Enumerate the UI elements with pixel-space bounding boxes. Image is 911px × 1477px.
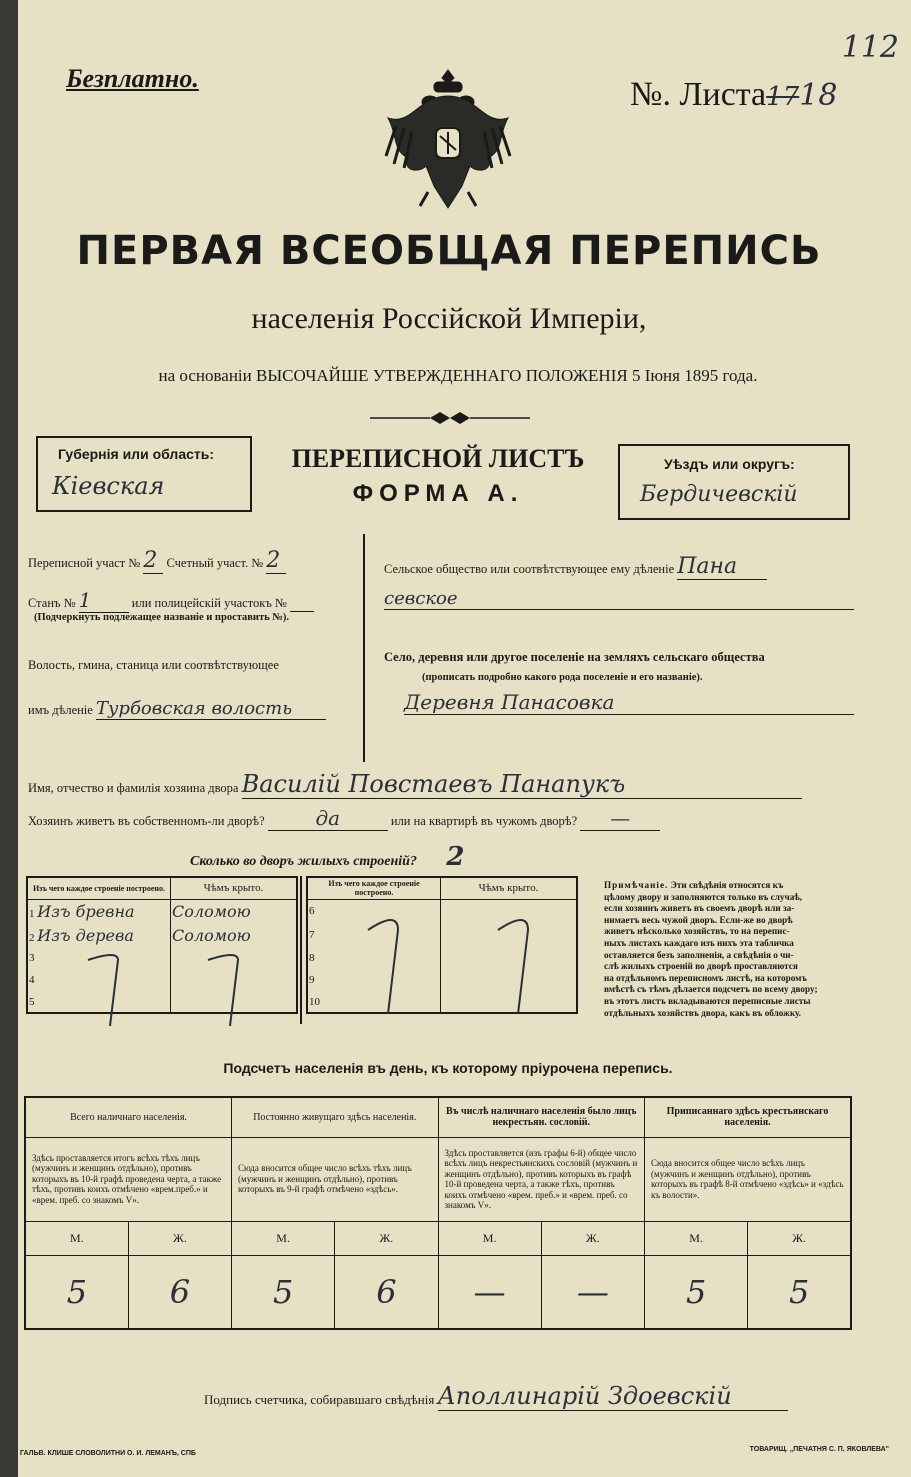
zh-header: Ж. [541,1221,644,1255]
blank-strike-marks-left [58,940,278,1030]
subtitle: населенія Россійской Имперіи, [251,302,647,335]
village-value: Деревня Панасовка [404,690,854,715]
volost-value: Турбовская волость [96,698,326,720]
footnote-line: отдѣльныхъ хозяйствъ двора, какъ въ обложку. [604,1007,801,1018]
row-number: 2 [29,931,35,944]
count-male: 5 [25,1255,128,1329]
m-header: М. [25,1221,128,1255]
signature-row [204,1382,788,1411]
footer-left: ГАЛЬВ. КЛИШЕ СЛОВОЛИТНИ О. И. ЛЕМАНЪ, СПБ [20,1450,196,1457]
own-yard-value: да [268,806,388,831]
summary-col-title: Всего наличнаго населенія. [25,1097,232,1137]
ornament-divider [370,410,530,426]
summary-col-title: Въ числѣ наличнаго населенія было лицъ некрестьян. сословій. [438,1097,645,1137]
society-row [384,554,767,580]
summary-col-desc: Сюда вносится общее число всѣхъ лицъ (мужчинъ и женщинъ отдѣльно), противъ которыхъ въ графѣ 8-й отмѣчено «здѣсь» и «здѣсь къ волости». [645,1137,852,1221]
m-header: М. [645,1221,748,1255]
footnote-line: оставляется безъ заполненія, а свѣдѣнія о чи- [604,949,794,960]
count-female: — [541,1255,644,1329]
row-number: 10 [307,991,441,1013]
main-title: ПЕРВАЯ ВСЕОБЩАЯ ПЕРЕПИСЬ [76,228,822,274]
uezd-label: Уѣздъ или округъ: [664,456,795,472]
footnote-line: цѣлому двору и заполняются только въ случаѣ, [604,891,803,902]
count-female: 6 [335,1255,438,1329]
footnote-line: живетъ нѣсколько хозяйствъ, то на перепис- [604,926,790,937]
volost-label-2: имъ дѣленіе [28,703,93,717]
perepisnoy-row [28,548,286,574]
stan-row [28,588,314,613]
stan-value: 1 [79,588,129,613]
blank-strike-marks-right [348,910,568,1020]
owner-name-row [28,770,802,799]
stan-label: Станъ № [28,596,76,610]
m-header: М. [438,1221,541,1255]
schetny-label: Счетный участ. № [166,556,264,570]
imperial-eagle-emblem [378,66,518,216]
form-title: ПЕРЕПИСНОЙ ЛИСТЪ [291,444,585,473]
row-number: 8 [307,947,441,969]
perepisnoy-label: Переписной участ № [28,556,141,570]
buildings-count-label: Сколько во дворъ жилыхъ строеній? [190,854,417,869]
footer-right: ТОВАРИЩ. „ПЕЧАТНЯ С. П. ЯКОВЛЕВА" [749,1446,889,1453]
zh-header: Ж. [335,1221,438,1255]
row-number: 5 [27,991,171,1013]
police-value-blank [290,596,314,612]
rent-value: — [580,806,660,831]
count-female: 5 [748,1255,851,1329]
zh-header: Ж. [128,1221,231,1255]
guberniya-label: Губернія или область: [58,446,215,462]
footnote-line: если хозяинъ живетъ въ своемъ дворѣ или за- [604,903,795,914]
uezd-value: Бердичевскій [640,482,798,507]
summary-table [24,1096,852,1330]
zh-header: Ж. [748,1221,851,1255]
perepisnoy-value: 2 [143,548,163,574]
signature-label: Подпись счетчика, собиравшаго свѣдѣнія [204,1392,435,1407]
section-divider [363,534,365,762]
building-made: Изъ дерева [37,925,134,945]
footnote-line: слѣ жилыхъ строеній во дворѣ проставляются [604,961,798,972]
row-number: 6 [307,899,441,923]
basis-line: на основаніи ВЫСОЧАЙШЕ УТВЕРЖДЕННАГО ПОЛОЖЕНІЯ 5 Іюня 1895 года. [158,366,758,385]
village-label: Село, деревня или другое поселеніе на земляхъ сельскаго общества [384,650,765,664]
footnote-head: Примѣчаніе. [604,880,669,890]
count-male: 5 [645,1255,748,1329]
owner-residence-row [28,806,660,831]
footnote-line: ныхъ листахъ каждаго изъ нихъ эта табличка [604,937,794,948]
footnote-line: вмѣстѣ съ тѣмъ дѣлается подсчетъ по всему двору; [604,984,818,995]
volost-label: Волость, гмина, станица или соотвѣтствующее [28,658,279,672]
footnote-line: на отдѣльномъ переписномъ листѣ, на которомъ [604,972,807,983]
row-number: 4 [27,969,171,991]
sheet-number-value: 18 [799,78,838,113]
summary-col-title: Постоянно живущаго здѣсь населенія. [232,1097,439,1137]
uezd-box [618,444,850,520]
footnote-line: въ этотъ листъ вкладываются переписные листы [604,995,811,1006]
police-label: или полицейскій участокъ № [131,596,287,610]
footnote [604,880,850,1019]
summary-heading: Подсчетъ населенія въ день, къ которому пріурочена перепись. [223,1060,673,1076]
society-value-2: севское [384,588,854,610]
owner-name-value: Василій Повстаевъ Панапукъ [242,770,802,799]
free-label: Безплатно. [66,64,199,93]
guberniya-box [36,436,252,512]
summary-col-desc: Здѣсь проставляется (изъ графы 6-й) общее число всѣхъ лицъ некрестьянскихъ сословій (мужчинъ и женщинъ отдѣльно), противъ которыхъ въ графѣ 10-й проведена черта, а также тѣхъ, противъ коихъ отмѣчено «врем. преб.» и «врем. преб. со знакомъ V». [438,1137,645,1221]
col-roof-header-2: Чѣмъ крыто. [441,877,578,899]
signature-value: Аполлинарій Здоевскій [438,1382,788,1411]
sheet-number-struck: 17 [766,82,800,112]
col-roof-header: Чѣмъ крыто. [171,877,298,899]
summary-col-desc: Здѣсь проставляется итогъ всѣхъ тѣхъ лицъ (мужчинъ и женщинъ отдѣльно), противъ которыхъ въ 10-й графѣ проведена черта, а также тѣхъ, противъ коихъ отмѣчено «врем.преб.» и «врем. преб. со знакомъ V». [25,1137,232,1221]
row-number: 3 [27,947,171,969]
volost-row [28,698,326,720]
m-header: М. [232,1221,335,1255]
owner-name-label: Имя, отчество и фамилія хозяина двора [28,781,239,795]
sheet-number-label: №. Листа [630,76,767,113]
summary-col-desc: Сюда вносится общее число всѣхъ тѣхъ лицъ (мужчинъ и женщинъ отдѣльно), противъ которыхъ въ 9-й графѣ отмѣчено «здѣсь». [232,1137,439,1221]
count-male: 5 [232,1255,335,1329]
building-roof: Соломою [172,925,251,945]
buildings-count-value: 2 [446,842,465,872]
summary-col-title: Приписаннаго здѣсь крестьянскаго населенія. [645,1097,852,1137]
sheet-number [630,76,837,114]
rent-label: или на квартирѣ въ чужомъ дворѣ? [390,814,578,828]
building-made: Изъ бревна [37,901,135,921]
guberniya-value: Кіевская [52,472,165,500]
row-number: 7 [307,923,441,947]
building-row [27,899,297,923]
stan-note: (Подчеркнуть подлежащее названіе и проставить №). [34,612,289,623]
society-value: Пана [677,554,767,580]
col-made-header-2: Изъ чего каждое строеніе построено. [307,877,441,899]
footnote-line: Эти свѣдѣнія относятся къ [670,880,784,890]
buildings-count-row [190,842,490,872]
schetny-value: 2 [266,548,286,574]
village-note: (прописать подробно какого рода поселеніе и его названіе). [422,672,703,683]
table-double-rule [300,876,302,1024]
footnote-line: нимаетъ весь чужой дворъ. Если-же во дворѣ [604,914,793,925]
row-number: 1 [29,907,35,920]
corner-number: 112 [841,30,899,65]
form-subtitle: ФОРМА А. [352,480,524,507]
building-roof: Соломою [172,901,251,921]
row-number: 9 [307,969,441,991]
col-made-header: Изъ чего каждое строеніе построено. [27,877,171,899]
own-yard-label: Хозяинъ живетъ въ собственномъ-ли дворѣ? [28,814,265,828]
society-label: Сельское общество или соотвѣтствующее ему дѣленіе [384,562,675,576]
count-male: — [438,1255,541,1329]
census-sheet [18,0,911,1477]
count-female: 6 [128,1255,231,1329]
